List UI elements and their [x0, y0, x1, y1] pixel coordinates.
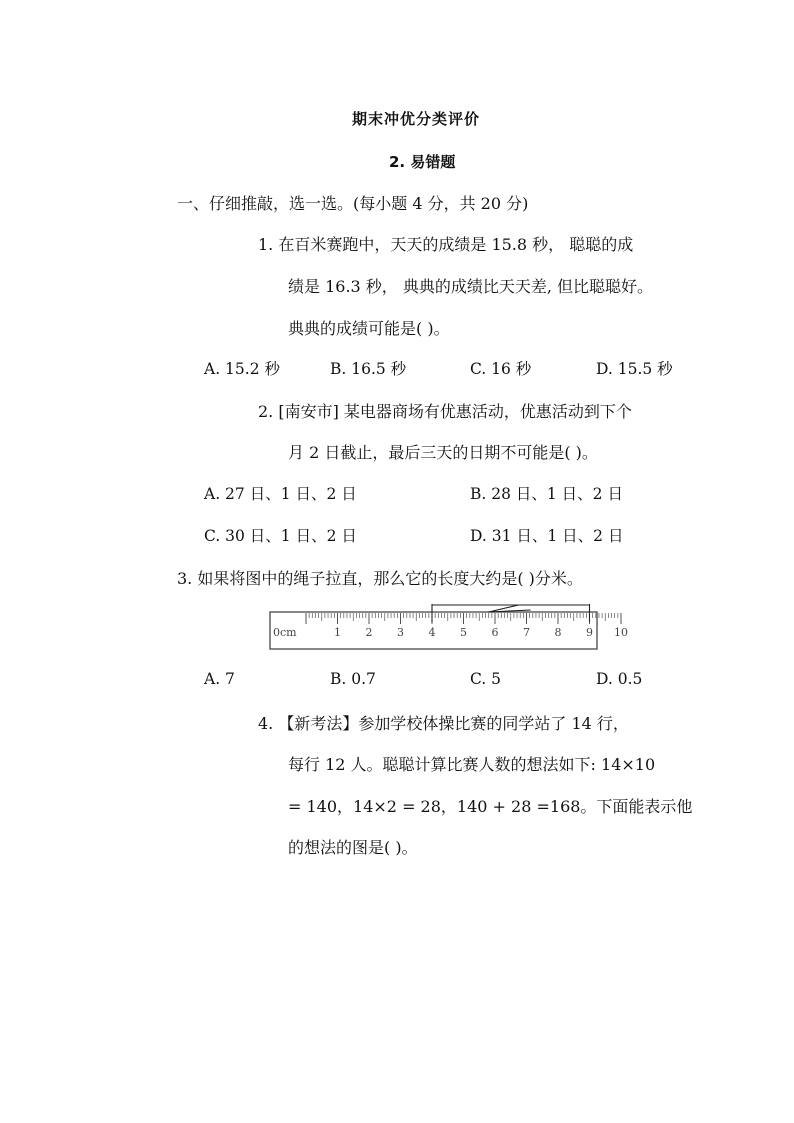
q1-option-c: C. 16 秒	[470, 360, 532, 378]
q1-line-3: 典典的成绩可能是( )。	[288, 319, 450, 338]
q4-line-3: = 140，14×2 = 28，140 + 28 =168。下面能表示他	[288, 797, 693, 816]
q2-line-1: 2. [南安市] 某电器商场有优惠活动，优惠活动到下个	[258, 402, 632, 421]
q1-line-2: 绩是 16.3 秒， 典典的成绩比天天差, 但比聪聪好。	[288, 277, 654, 296]
section-subtitle: 2. 易错题	[389, 153, 456, 171]
ruler-unit-label: 0cm	[273, 626, 297, 639]
ruler-figure	[269, 603, 628, 651]
page-title: 期末冲优分类评价	[352, 110, 481, 128]
q3-option-d: D. 0.5	[596, 670, 643, 688]
ruler-tick-label: 1	[334, 626, 341, 639]
ruler-tick-label: 10	[614, 626, 628, 639]
q3-option-b: B. 0.7	[330, 670, 376, 688]
q2-option-c: C. 30 日、1 日、2 日	[204, 527, 357, 545]
q1-option-b: B. 16.5 秒	[330, 360, 407, 378]
ruler-tick-label: 7	[523, 626, 530, 639]
ruler-tick-label: 9	[586, 626, 593, 639]
q2-option-a: A. 27 日、1 日、2 日	[204, 485, 357, 503]
q2-option-b: B. 28 日、1 日、2 日	[470, 485, 623, 503]
q4-line-1: 4. 【新考法】参加学校体操比赛的同学站了 14 行，	[258, 714, 629, 733]
q2-line-2: 月 2 日截止，最后三天的日期不可能是( )。	[288, 443, 598, 462]
q1-option-a: A. 15.2 秒	[204, 360, 280, 378]
ruler-tick-label: 8	[554, 626, 562, 639]
rope-segment	[432, 605, 590, 612]
ruler-tick-label: 2	[365, 626, 373, 639]
q1-option-d: D. 15.5 秒	[596, 360, 673, 378]
q3-option-a: A. 7	[204, 670, 235, 688]
q3-option-c: C. 5	[470, 670, 502, 688]
ruler-tick-label: 5	[460, 626, 467, 639]
q4-line-2: 每行 12 人。聪聪计算比赛人数的想法如下: 14×10	[288, 755, 656, 774]
q3-line: 3. 如果将图中的绳子拉直，那么它的长度大约是( )分米。	[177, 569, 583, 588]
ruler-tick-label: 3	[397, 626, 404, 639]
q2-option-d: D. 31 日、1 日、2 日	[470, 527, 624, 545]
ruler-tick-label: 4	[428, 626, 436, 639]
q1-line-1: 1. 在百米赛跑中，天天的成绩是 15.8 秒， 聪聪的成	[258, 235, 634, 254]
q4-line-4: 的想法的图是( )。	[288, 838, 418, 857]
ruler-tick-label: 6	[491, 626, 499, 639]
section-heading: 一、仔细推敲，选一选。(每小题 4 分，共 20 分)	[177, 194, 529, 213]
